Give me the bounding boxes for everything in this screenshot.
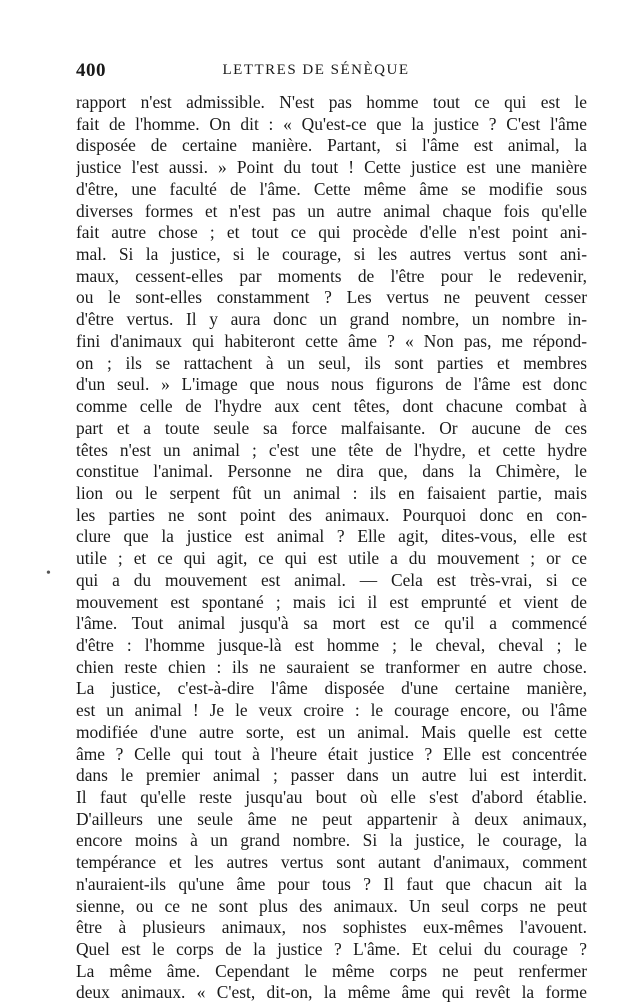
text-line: encore moins à un grand nombre. Si la justice, le courage, la xyxy=(76,830,587,851)
text-line: ou le sont-elles constamment ? Les vertus ne peuvent cesser xyxy=(76,287,587,308)
text-line: rapport n'est admissible. N'est pas homme tout ce qui est le xyxy=(76,92,587,112)
text-line: lion ou le serpent fût un animal : ils en faisaient partie, mais xyxy=(76,482,587,503)
text-line: disposée de certaine manière. Partant, si l'âme est animal, la xyxy=(76,135,587,156)
text-line: fini d'animaux qui habiteront cette âme ? « Non pas, me répond- xyxy=(76,330,587,351)
text-line: part et a toute seule sa force malfaisante. Or aucune de ces xyxy=(76,417,587,438)
margin-mark: • xyxy=(46,566,51,581)
text-line: l'âme. Tout animal jusqu'à sa mort est ce qu'il a commencé xyxy=(76,613,587,634)
text-line: diverses formes et n'est pas un autre animal chaque fois qu'elle xyxy=(76,200,587,221)
text-line: deux animaux. « C'est, dit-on, la même âme qui revêt la forme xyxy=(76,982,587,1003)
text-line: d'être, une faculté de l'âme. Cette même âme se modifie sous xyxy=(76,178,587,199)
page-header xyxy=(0,60,632,82)
text-line: être à plusieurs animaux, nos sophistes eux-mêmes l'avouent. xyxy=(76,917,587,938)
text-line: âme ? Celle qui tout à l'heure était justice ? Elle est concentrée xyxy=(76,743,587,764)
text-line: les parties ne sont point des animaux. Pourquoi donc en con- xyxy=(76,504,587,525)
text-line: chien reste chien : ils ne sauraient se tranformer en autre chose. xyxy=(76,656,587,677)
text-line: mal. Si la justice, si le courage, si les autres vertus sont ani- xyxy=(76,244,587,265)
text-line: on ; ils se rattachent à un seul, ils sont parties et membres xyxy=(76,352,587,373)
text-line: sienne, ou ce ne sont plus des animaux. Un seul corps ne peut xyxy=(76,895,587,916)
text-line: d'être : l'homme jusque-là est homme ; le cheval, cheval ; le xyxy=(76,634,587,655)
text-line: d'un seul. » L'image que nous nous figurons de l'âme est donc xyxy=(76,374,587,395)
text-line: modifiée d'une autre sorte, est un animal. Mais quelle est cette xyxy=(76,721,587,742)
text-line: fait autre chose ; et tout ce qui procède d'elle n'est point ani- xyxy=(76,222,587,243)
text-line: D'ailleurs une seule âme ne peut appartenir à deux animaux, xyxy=(76,808,587,829)
body-text xyxy=(76,92,587,1004)
text-line: tempérance et les autres vertus sont autant d'animaux, comment xyxy=(76,852,587,873)
text-line: constitue l'animal. Personne ne dira que, dans la Chimère, le xyxy=(76,461,587,482)
page-number: 400 xyxy=(76,60,106,81)
text-line: maux, cessent-elles par moments de l'être pour le redevenir, xyxy=(76,265,587,286)
text-line: n'auraient-ils qu'une âme pour tous ? Il faut que chacun ait la xyxy=(76,873,587,894)
text-line: justice l'est aussi. » Point du tout ! Cette justice est une manière xyxy=(76,157,587,178)
text-line: dans le premier animal ; passer dans un autre lui est interdit. xyxy=(76,765,587,786)
text-line: d'être vertus. Il y aura donc un grand nombre, un nombre in- xyxy=(76,309,587,330)
text-line: mouvement est spontané ; mais ici il est emprunté et vient de xyxy=(76,591,587,612)
text-line: comme celle de l'hydre aux cent têtes, dont chacune combat à xyxy=(76,396,587,417)
text-line: La justice, c'est-à-dire l'âme disposée d'une certaine manière, xyxy=(76,678,587,699)
text-line: fait de l'homme. On dit : « Qu'est-ce que la justice ? C'est l'âme xyxy=(76,113,587,134)
text-line: Il faut qu'elle reste jusqu'au bout où elle s'est d'abord établie. xyxy=(76,787,587,807)
text-line: utile ; et ce qui agit, ce qui est utile a du mouvement ; or ce xyxy=(76,548,587,569)
text-line: Quel est le corps de la justice ? L'âme. Et celui du courage ? xyxy=(76,939,587,960)
running-title: LETTRES DE SÉNÈQUE xyxy=(222,62,410,78)
text-line: qui a du mouvement est animal. — Cela est très-vrai, si ce xyxy=(76,569,587,590)
text-line: La même âme. Cependant le même corps ne peut renfermer xyxy=(76,960,587,981)
text-line: têtes n'est un animal ; c'est une tête de l'hydre, et cette hydre xyxy=(76,439,587,460)
text-line: est un animal ! Je le veux croire : le courage encore, ou l'âme xyxy=(76,700,587,721)
text-line: clure que la justice est animal ? Elle agit, dites-vous, elle est xyxy=(76,526,587,547)
